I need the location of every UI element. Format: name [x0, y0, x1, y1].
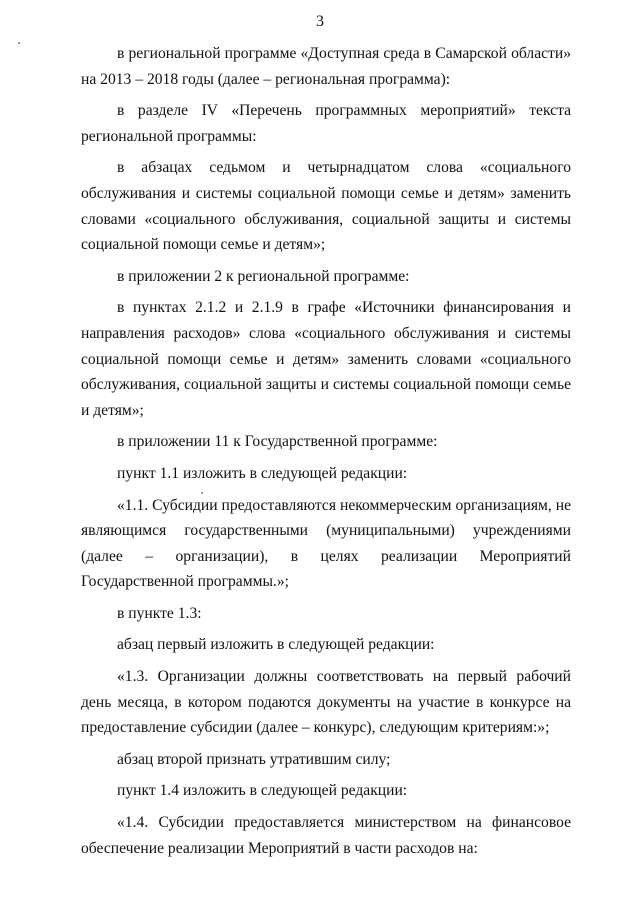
paragraph: в разделе IV «Перечень программных мероприятий» текста региональной программы:: [81, 102, 571, 145]
paragraph: пункт 1.1 изложить в следующей редакции:: [117, 464, 408, 482]
paragraph: в приложении 11 к Государственной программе:: [117, 433, 438, 451]
paragraph: в пункте 1.3:: [117, 604, 202, 622]
paragraph: в пунктах 2.1.2 и 2.1.9 в графе «Источники финансирования и направления расходов» слова «социального обслуживания и системы социальной помощи семье и детям» заменить словами «социального обслуживания, социальной защиты и системы социальной помощи семье и детям»;: [81, 299, 571, 419]
paragraph: в региональной программе «Доступная среда в Самарской области» на 2013 – 2018 годы (далее – региональная программа):: [81, 45, 571, 88]
paragraph: пункт 1.4 изложить в следующей редакции:: [117, 782, 408, 800]
paragraph: «1.1. Субсидии предоставляются некоммерческим организациям, не являющимся государственными (муниципальными) учреждениями (далее – организации), в целях реализации Мероприятий Государственной программы.»;: [81, 496, 571, 591]
paragraph: абзац второй признать утратившим силу;: [117, 750, 391, 768]
paragraph: «1.3. Организации должны соответствовать на первый рабочий день месяца, в котором подаются документы на участие в конкурсе на предоставление субсидии (далее – конкурс), следующим критериям:»;: [81, 668, 571, 737]
document-body: [81, 41, 571, 861]
paragraph: в абзацах седьмом и четырнадцатом слова «социального обслуживания и системы социальной помощи семье и детям» заменить словами «социального обслуживания, социальной защиты и системы социальной помощи семье и детям»;: [81, 159, 571, 254]
paragraph: в приложении 2 к региональной программе:: [117, 267, 410, 285]
scan-speck: [201, 492, 203, 494]
page-number: 3: [316, 13, 324, 30]
paragraph: абзац первый изложить в следующей редакции:: [117, 636, 435, 654]
paragraph: «1.4. Субсидии предоставляется министерством на финансовое обеспечение реализации Мероприятий в части расходов на:: [81, 814, 571, 857]
scan-speck: [18, 42, 20, 44]
